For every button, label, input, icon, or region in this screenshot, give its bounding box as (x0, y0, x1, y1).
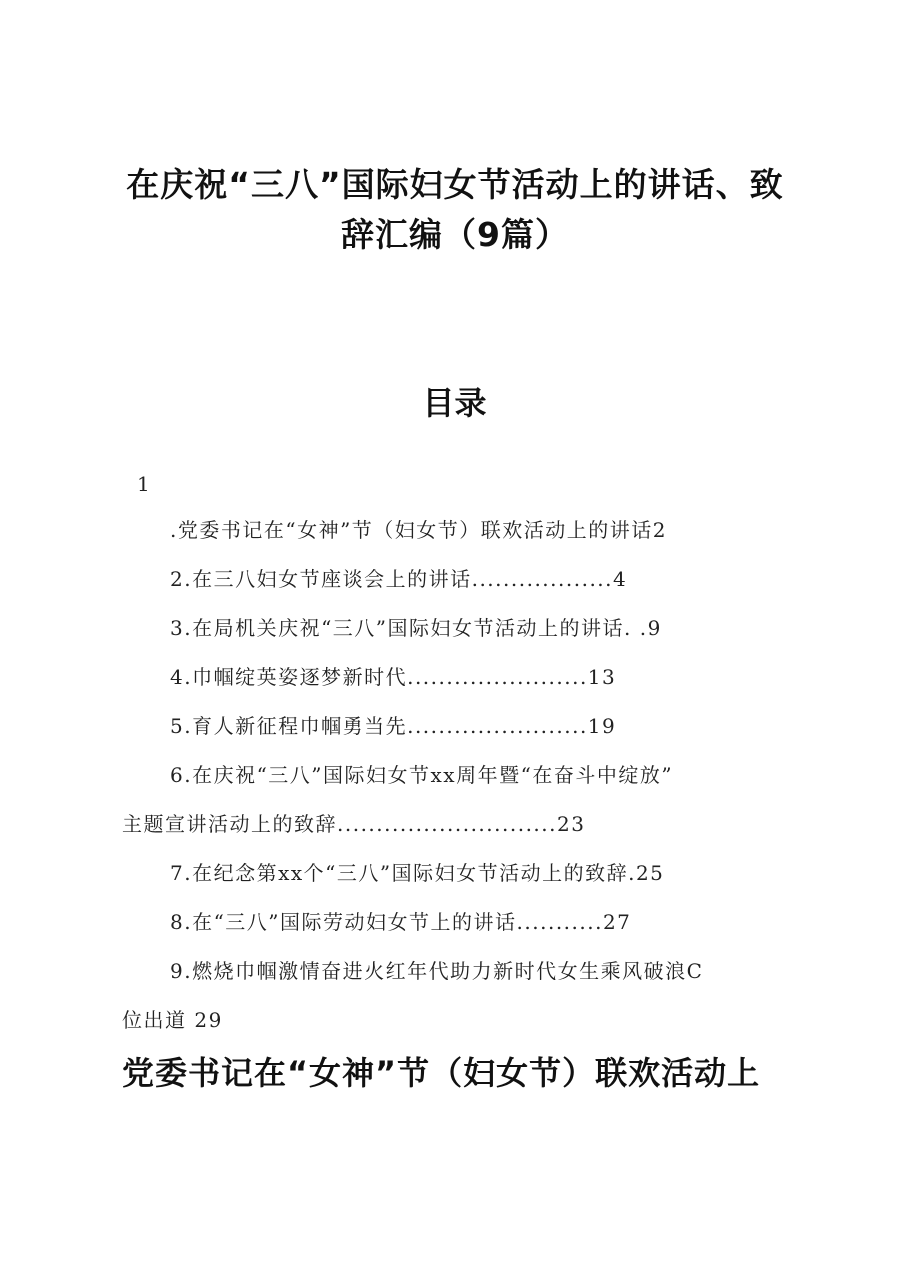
document-title-line-2: 辞汇编（9篇） (341, 215, 569, 254)
toc-entry[interactable]: 3.在局机关庆祝“三八”国际妇女节活动上的讲话. .9 (170, 616, 662, 640)
toc-number: 1 (137, 472, 152, 496)
toc-entry[interactable]: .党委书记在“女神”节（妇女节）联欢活动上的讲话2 (170, 518, 668, 542)
toc-entry[interactable]: 4.巾帼绽英姿逐梦新时代.......................13 (170, 665, 617, 689)
toc-entry[interactable]: 6.在庆祝“三八”国际妇女节xx周年暨“在奋斗中绽放” (170, 763, 674, 787)
toc-entry[interactable]: 7.在纪念第xx个“三八”国际妇女节活动上的致辞.25 (170, 861, 665, 885)
toc-entry[interactable]: 8.在“三八”国际劳动妇女节上的讲话...........27 (170, 910, 632, 934)
toc-entry-continuation[interactable]: 主题宣讲活动上的致辞............................23 (122, 812, 586, 836)
section-heading: 党委书记在“女神”节（妇女节）联欢活动上 (122, 1054, 761, 1092)
document-title-line-1: 在庆祝“三八”国际妇女节活动上的讲话、致 (126, 165, 784, 204)
toc-heading: 目录 (422, 384, 487, 422)
toc-entry[interactable]: 5.育人新征程巾帼勇当先.......................19 (170, 714, 617, 738)
toc-entry[interactable]: 9.燃烧巾帼激情奋进火红年代助力新时代女生乘风破浪C (170, 959, 704, 983)
toc-entry[interactable]: 2.在三八妇女节座谈会上的讲话..................4 (170, 567, 628, 591)
toc-entry-continuation[interactable]: 位出道 29 (122, 1008, 223, 1032)
